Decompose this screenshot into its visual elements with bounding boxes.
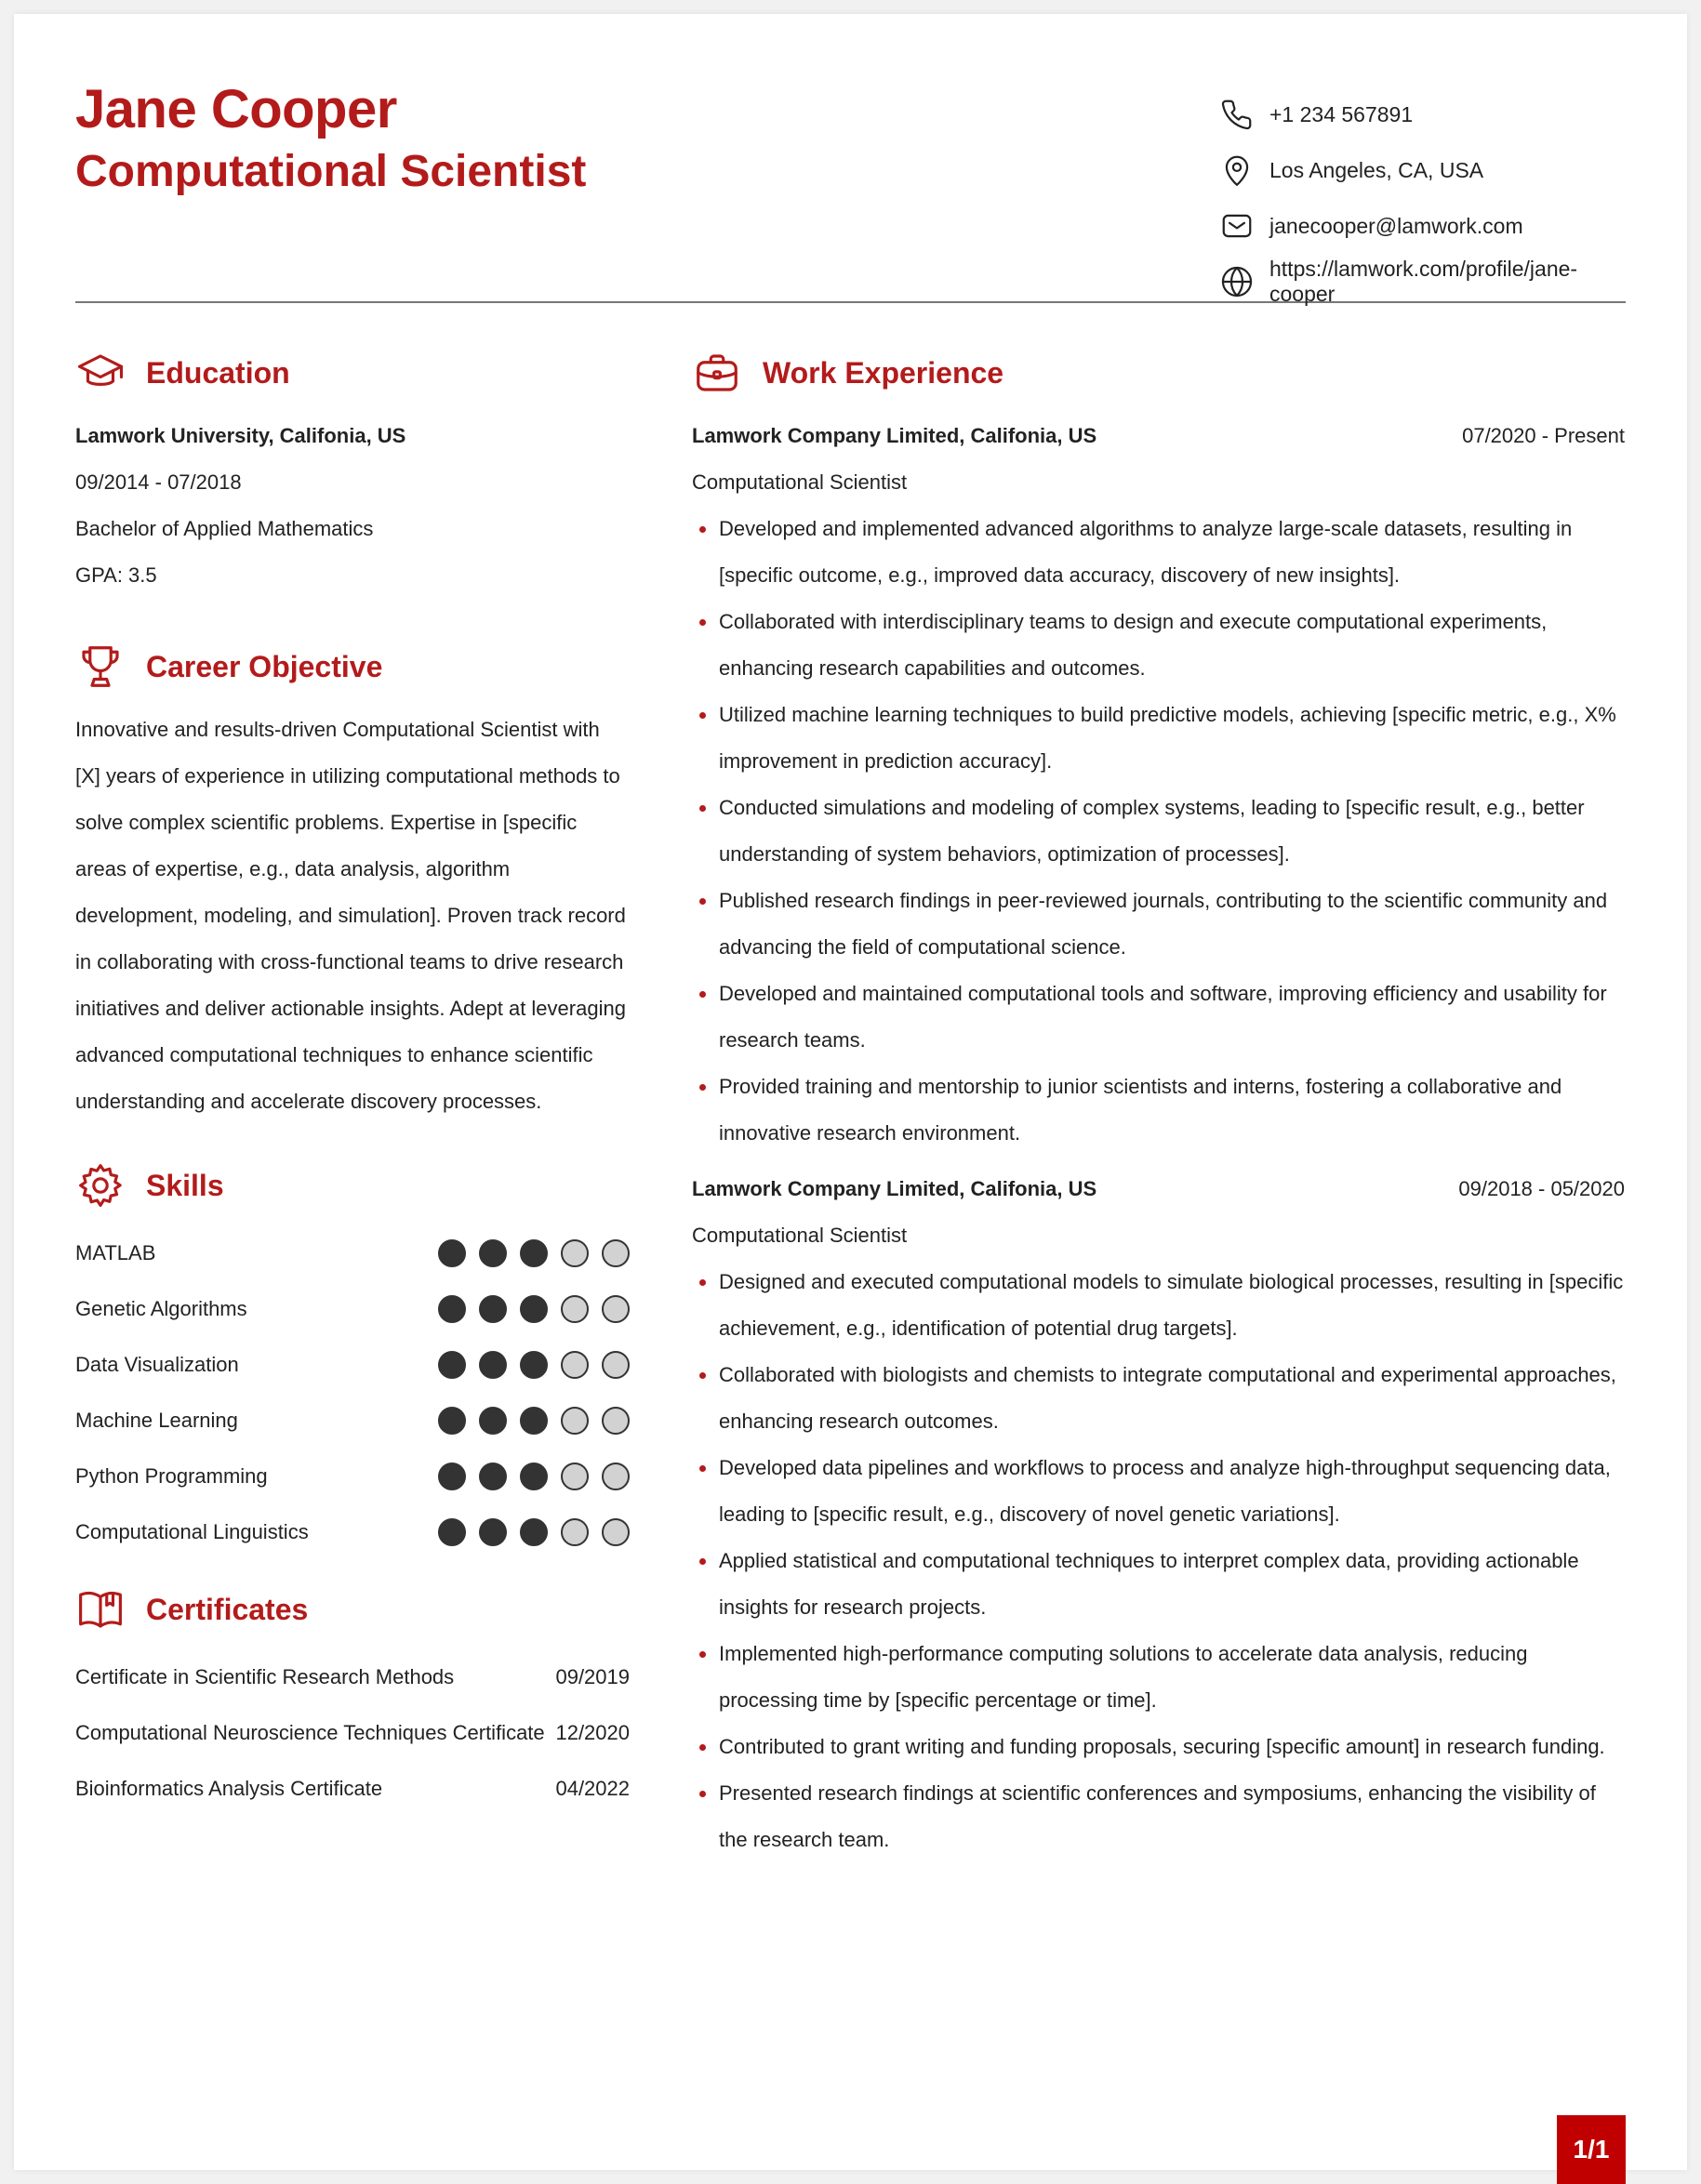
page-indicator: 1/1 [1557, 2115, 1626, 2184]
skill-name: Genetic Algorithms [75, 1297, 247, 1320]
resume-header [75, 75, 1626, 306]
skill-rating [438, 1407, 630, 1435]
candidate-title: Computational Scientist [75, 147, 587, 196]
graduation-cap-icon [75, 348, 126, 398]
career-objective-text: Innovative and results-driven Computational Scientist with [X] years of experience in utilizing computational methods to solve complex scientific problems. Expertise in [specific areas of expertise, e.g., data analysis, algorithm development, modeling, and simulation]. Proven track record in collaborating with cross-functional teams to drive research initiatives and deliver actionable insights. Adept at leveraging advanced computational techniques to enhance scientific understanding and accelerate discovery processes. [75, 718, 626, 1113]
job-bullet: Utilized machine learning techniques to build predictive models, achieving [specific metric, e.g., X% improvement in prediction accuracy]. [692, 692, 1625, 785]
trophy-icon [75, 642, 126, 692]
rating-dot-empty [602, 1351, 630, 1379]
rating-dot-filled [438, 1239, 466, 1267]
skill-rating [438, 1351, 630, 1379]
rating-dot-filled [479, 1295, 507, 1323]
rating-dot-filled [479, 1407, 507, 1435]
certificate-date: 09/2019 [555, 1665, 630, 1688]
job-bullet: Applied statistical and computational techniques to interpret complex data, providing actionable insights for research projects. [692, 1538, 1625, 1631]
education-dates: 09/2014 - 07/2018 [75, 470, 242, 494]
certificates-section [75, 1581, 630, 1817]
rating-dot-filled [479, 1351, 507, 1379]
certificate-row [75, 1705, 630, 1761]
contact-location-text: Los Angeles, CA, USA [1269, 157, 1484, 182]
rating-dot-empty [561, 1407, 589, 1435]
education-gpa: GPA: 3.5 [75, 563, 157, 587]
rating-dot-empty [561, 1239, 589, 1267]
job-company: Lamwork Company Limited, Califonia, US [692, 1177, 1097, 1200]
rating-dot-filled [520, 1407, 548, 1435]
rating-dot-filled [479, 1518, 507, 1546]
job-bullets [692, 506, 1625, 1157]
career-objective-title: Career Objective [146, 649, 383, 683]
contact-website-text[interactable]: https://lamwork.com/profile/jane-cooper [1269, 257, 1578, 306]
rating-dot-filled [438, 1407, 466, 1435]
contact-phone [1219, 86, 1626, 142]
certificates-title: Certificates [146, 1592, 309, 1626]
job-bullet: Conducted simulations and modeling of complex systems, leading to [specific result, e.g., better understanding of system behaviors, optimization of processes]. [692, 785, 1625, 878]
job-dates: 07/2020 - Present [1462, 424, 1625, 447]
job-header [692, 413, 1625, 459]
contact-email[interactable] [1219, 198, 1626, 254]
work-experience-title: Work Experience [763, 355, 1004, 390]
rating-dot-empty [602, 1463, 630, 1490]
job-role: Computational Scientist [692, 470, 908, 494]
briefcase-icon [692, 348, 742, 398]
certificate-date: 12/2020 [555, 1721, 630, 1744]
education-school: Lamwork University, Califonia, US [75, 424, 406, 447]
rating-dot-filled [520, 1351, 548, 1379]
rating-dot-empty [602, 1407, 630, 1435]
rating-dot-filled [479, 1463, 507, 1490]
skill-name: Python Programming [75, 1464, 268, 1488]
certificate-row [75, 1761, 630, 1817]
certificate-row [75, 1649, 630, 1705]
job-bullet: Collaborated with interdisciplinary teams to design and execute computational experiments, enhancing research capabilities and outcomes. [692, 599, 1625, 692]
rating-dot-filled [479, 1239, 507, 1267]
gear-icon [75, 1160, 126, 1211]
job-role: Computational Scientist [692, 1224, 908, 1247]
skills-heading [75, 1157, 630, 1214]
mail-icon [1219, 208, 1255, 244]
location-pin-icon [1219, 152, 1255, 188]
job-entry [692, 1166, 1625, 1863]
job-bullet: Designed and executed computational models to simulate biological processes, resulting in [specific achievement, e.g., identification of potential drug targets]. [692, 1259, 1625, 1352]
certificates-heading [75, 1581, 630, 1638]
jobs-list [692, 413, 1625, 1863]
job-header [692, 1166, 1625, 1212]
contact-phone-text: +1 234 567891 [1269, 101, 1414, 126]
job-bullet: Published research findings in peer-reviewed journals, contributing to the scientific community and advancing the field of computational science. [692, 878, 1625, 971]
skill-row [75, 1281, 630, 1337]
skill-row [75, 1449, 630, 1504]
skill-name: Data Visualization [75, 1353, 239, 1376]
job-bullet: Presented research findings at scientific conferences and symposiums, enhancing the visibility of the research team. [692, 1770, 1625, 1863]
phone-icon [1219, 97, 1255, 132]
skill-rating [438, 1239, 630, 1267]
job-bullet: Implemented high-performance computing solutions to accelerate data analysis, reducing processing time by [specific percentage or time]. [692, 1631, 1625, 1724]
contact-email-text[interactable]: janecooper@lamwork.com [1269, 213, 1523, 238]
skill-row [75, 1337, 630, 1393]
job-entry [692, 413, 1625, 1157]
rating-dot-filled [438, 1351, 466, 1379]
rating-dot-empty [561, 1351, 589, 1379]
contact-website[interactable] [1219, 254, 1626, 310]
rating-dot-filled [520, 1463, 548, 1490]
contact-list [1219, 86, 1626, 310]
education-title: Education [146, 355, 290, 390]
right-column [692, 344, 1625, 1863]
education-heading [75, 344, 630, 402]
skill-rating [438, 1295, 630, 1323]
job-bullet: Provided training and mentorship to junior scientists and interns, fostering a collaborative and innovative research environment. [692, 1064, 1625, 1157]
skills-list [75, 1225, 630, 1560]
job-bullet: Developed and implemented advanced algorithms to analyze large-scale datasets, resulting in [specific outcome, e.g., improved data accuracy, discovery of new insights]. [692, 506, 1625, 599]
rating-dot-empty [602, 1239, 630, 1267]
skills-title: Skills [146, 1168, 224, 1202]
book-icon [75, 1584, 126, 1635]
skills-section [75, 1157, 630, 1560]
education-section [75, 344, 630, 599]
globe-icon [1219, 264, 1255, 299]
candidate-name: Jane Cooper [75, 79, 397, 139]
job-bullet: Developed and maintained computational tools and software, improving efficiency and usability for research teams. [692, 971, 1625, 1064]
left-column [75, 344, 630, 1817]
education-degree: Bachelor of Applied Mathematics [75, 517, 374, 540]
certificate-date: 04/2022 [555, 1777, 630, 1800]
rating-dot-empty [602, 1295, 630, 1323]
rating-dot-filled [520, 1295, 548, 1323]
job-bullet: Contributed to grant writing and funding proposals, securing [specific amount] in research funding. [692, 1724, 1625, 1770]
job-bullets [692, 1259, 1625, 1863]
skill-row [75, 1225, 630, 1281]
skill-name: Machine Learning [75, 1409, 238, 1432]
certificates-list [75, 1649, 630, 1817]
skill-rating [438, 1518, 630, 1546]
rating-dot-filled [438, 1463, 466, 1490]
job-bullet: Developed data pipelines and workflows to process and analyze high-throughput sequencing data, leading to [specific result, e.g., discovery of novel genetic variations]. [692, 1445, 1625, 1538]
career-objective-section [75, 638, 630, 1125]
certificate-name: Certificate in Scientific Research Methods [75, 1665, 455, 1688]
resume-page [14, 14, 1687, 2170]
career-objective-heading [75, 638, 630, 695]
certificate-name: Computational Neuroscience Techniques Certificate [75, 1721, 545, 1744]
rating-dot-empty [561, 1463, 589, 1490]
rating-dot-filled [438, 1518, 466, 1546]
work-experience-heading [692, 344, 1625, 402]
certificate-name: Bioinformatics Analysis Certificate [75, 1777, 383, 1800]
rating-dot-empty [602, 1518, 630, 1546]
skill-name: MATLAB [75, 1241, 156, 1264]
skill-rating [438, 1463, 630, 1490]
rating-dot-filled [438, 1295, 466, 1323]
job-company: Lamwork Company Limited, Califonia, US [692, 424, 1097, 447]
rating-dot-empty [561, 1295, 589, 1323]
job-bullet: Collaborated with biologists and chemists to integrate computational and experimental approaches, enhancing research outcomes. [692, 1352, 1625, 1445]
skill-name: Computational Linguistics [75, 1520, 309, 1543]
skill-row [75, 1393, 630, 1449]
rating-dot-empty [561, 1518, 589, 1546]
rating-dot-filled [520, 1239, 548, 1267]
rating-dot-filled [520, 1518, 548, 1546]
contact-location [1219, 142, 1626, 198]
job-dates: 09/2018 - 05/2020 [1458, 1177, 1625, 1200]
skill-row [75, 1504, 630, 1560]
